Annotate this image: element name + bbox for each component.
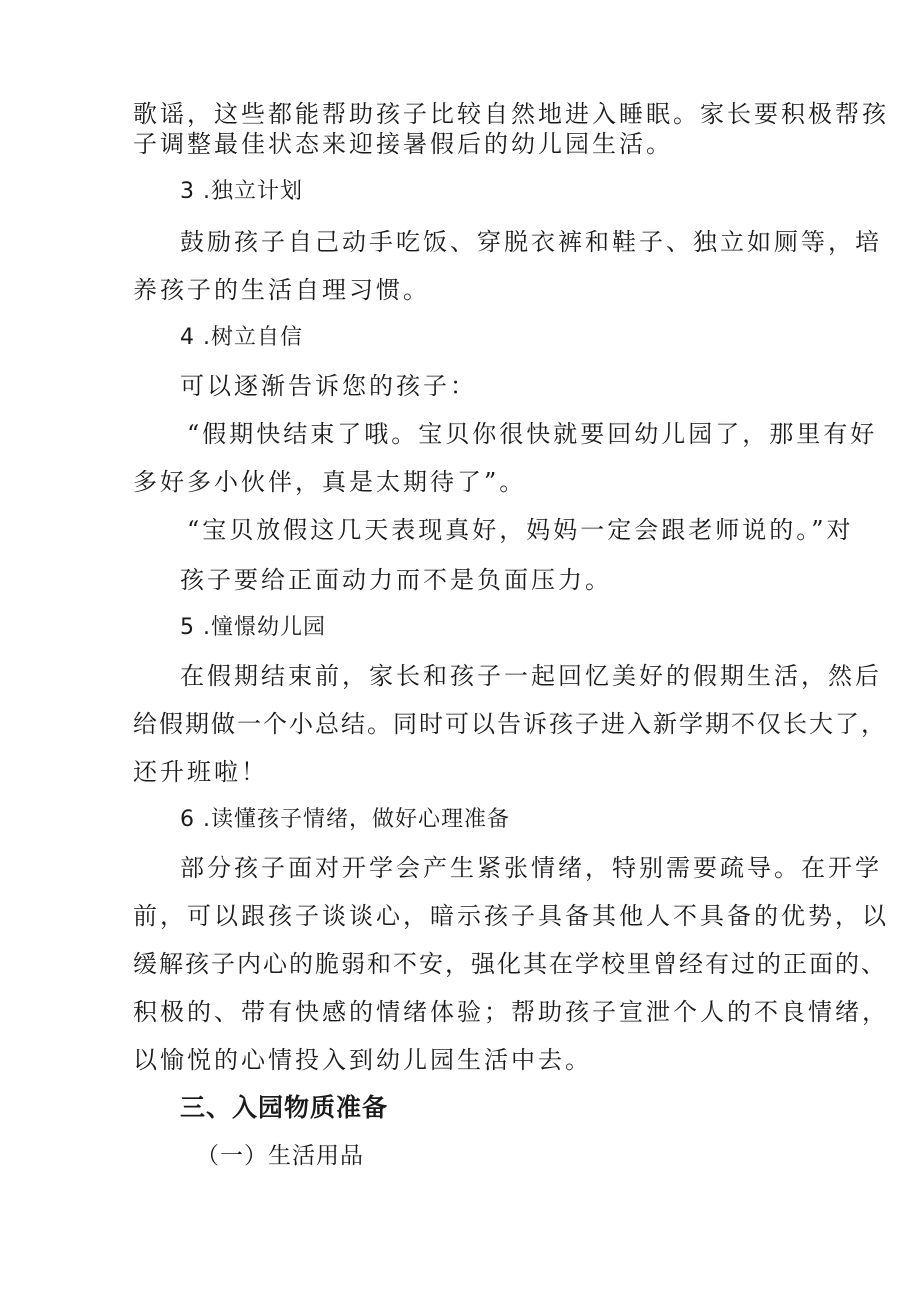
- quote-line: 多好多小伙伴，真是太期待了”。: [133, 468, 527, 496]
- paragraph-line: 给假期做一个小总结。同时可以告诉孩子进入新学期不仅长大了，: [133, 710, 887, 738]
- paragraph-line: 在假期结束前，家长和孩子一起回忆美好的假期生活，然后: [180, 662, 882, 690]
- paragraph-line: 子调整最佳状态来迎接暑假后的幼儿园生活。: [133, 130, 673, 158]
- subheading-4: 4 .树立自信: [180, 325, 303, 350]
- subheading-3: 3 .独立计划: [180, 179, 303, 204]
- paragraph-line: 可以逐渐告诉您的孩子：: [180, 372, 477, 400]
- paragraph-line: 鼓励孩子自己动手吃饭、穿脱衣裤和鞋子、独立如厕等，培: [180, 228, 882, 256]
- quote-line: “假期快结束了哦。宝贝你很快就要回幼儿园了，那里有好: [187, 420, 878, 448]
- subheading-5: 5 .憧憬幼儿园: [180, 615, 326, 640]
- paragraph-line: 部分孩子面对开学会产生紧张情绪，特别需要疏导。在开学: [180, 854, 882, 882]
- section-heading: 三、入园物质准备: [180, 1093, 389, 1122]
- paragraph-line: 缓解孩子内心的脆弱和不安，强化其在学校里曾经有过的正面的、: [133, 950, 887, 978]
- quote-line: “宝贝放假这几天表现真好，妈妈一定会跟老师说的。”对: [187, 516, 854, 544]
- paragraph-line: 以愉悦的心情投入到幼儿园生活中去。: [133, 1046, 592, 1074]
- subheading-6: 6 .读懂孩子情绪，做好心理准备: [180, 807, 510, 832]
- paragraph-line: 前，可以跟孩子谈谈心，暗示孩子具备其他人不具备的优势，以: [133, 902, 889, 930]
- subsection-heading: （一）生活用品: [196, 1143, 364, 1169]
- paragraph-line: 歌谣，这些都能帮助孩子比较自然地进入睡眠。家长要积极帮孩: [133, 100, 889, 128]
- paragraph-line: 养孩子的生活自理习惯。: [133, 276, 430, 304]
- paragraph-line: 孩子要给正面动力而不是负面压力。: [180, 566, 612, 594]
- paragraph-line: 还升班啦！: [133, 758, 268, 786]
- paragraph-line: 积极的、带有快感的情绪体验；帮助孩子宣泄个人的不良情绪，: [133, 998, 889, 1026]
